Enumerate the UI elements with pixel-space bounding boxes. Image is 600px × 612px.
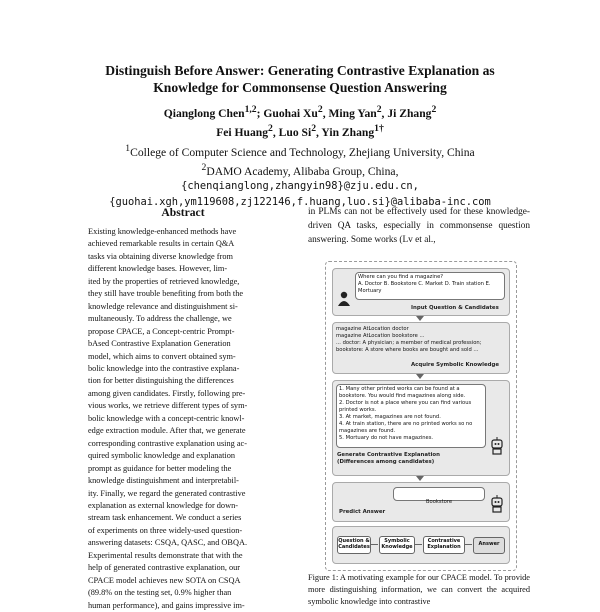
pipeline-arrow (370, 544, 378, 545)
flow-arrow (416, 374, 424, 379)
explanation-item: 2. Doctor is not a place where you can find various printed works. (339, 400, 472, 413)
author-name: Ji Zhang (387, 106, 432, 120)
author-sup: 2 (311, 123, 317, 135)
explanation-item: 3. At market, magazines are not found. (339, 414, 441, 420)
input-question-label: Input Question & Candidates (411, 305, 499, 311)
author-name: Ming Yan (328, 106, 377, 120)
figure-caption: Figure 1: A motivating example for our CPACE model. To provide more distinguishing information, we can convert the acquired symbolic knowledge into contrastive (308, 573, 530, 606)
author-sup: 2 (268, 123, 273, 135)
pipeline-step: Contrastive Explanation (423, 536, 465, 554)
abstract-text: Existing knowledge-enhanced methods have achieved remarkable results in certain Q&A tasks via obtaining diverse knowledge from different knowledge bases. However, lim- ited by the properties of retrieved knowledge, they still have trouble benefiting from both the knowledge relevance and distinguishment si- multaneously. To address the challenge, we propose CPACE, a Concept-centric Prompt- bAsed Contrastive Explanation Generation model, which aims to convert obtained sym- bolic knowledge into the contrastive explana- tion for better distinguishing the differences among given candidates. Firstly, following pre- vious works, we retrieve different types of sym- bolic knowledge with a concept-centric knowl- edge extraction module. After that, we generate corresponding contrastive explanation using ac- quired symbolic knowledge and explanation prompt as guidance for better modeling the knowledge distinguishment and interpretabil- ity. Finally, we regard the generated contrastive explanation as external knowledge for down- stream task enhancement. We conduct a series of experiments on three widely-used question- answering datasets: CSQA, QASC, and OBQA. Experimental results demonstrate that with the help of generated contrastive explanation, our CPACE model achieves new SOTA on CSQA (89.8% on the testing set, 0.9% higher than human performance), and gains impressive im- (88, 227, 248, 610)
question-bubble (355, 272, 505, 300)
explanation-item: 1. Many other printed works can be found at a bookstore. You would find magazines along side. (339, 386, 466, 399)
author-block (0, 102, 600, 210)
predict-answer-label: Predict Answer (339, 509, 386, 515)
contrastive-explanation-label: Generate Contrastive Explanation (Differences among candidates) (337, 452, 440, 465)
symbolic-knowledge-label: Acquire Symbolic Knowledge (411, 362, 500, 368)
answer-bubble (393, 487, 485, 505)
robot-icon (489, 495, 505, 513)
affiliation-sup: 1 (125, 142, 131, 154)
paper-title (0, 62, 600, 96)
knowledge-line: magazine AtLocation bookstore ... (336, 333, 425, 339)
options-text: A. Doctor B. Bookstore C. Market D. Train station E. Mortuary (358, 281, 491, 294)
author-name: Yin Zhang (321, 126, 375, 140)
input-question-panel (332, 268, 510, 316)
explanation-bubble (336, 384, 486, 448)
symbolic-knowledge-panel (332, 322, 510, 374)
author-sup: 2 (376, 104, 382, 115)
figure-1 (325, 261, 517, 571)
flow-arrow (416, 476, 424, 481)
author-sup: 2 (431, 104, 437, 115)
email-line-1[interactable]: {chenqianglong,zhangyin98}@zju.edu.cn, (181, 180, 419, 193)
pipeline-step: Question & Candidates (337, 536, 371, 554)
affiliation-sup: 2 (201, 162, 207, 174)
affiliation-1 (0, 141, 600, 160)
pipeline-step: Answer (473, 537, 505, 554)
answer-text: Bookstore (425, 499, 453, 505)
affiliation-text: DAMO Academy, Alibaba Group, China, (206, 164, 399, 178)
pipeline-arrow (464, 544, 472, 545)
pipeline-arrow (414, 544, 422, 545)
email-line-2[interactable]: {guohai.xgh,ym119608,zj122146,f.huang,luo.si}@alibaba-inc.com (109, 195, 491, 208)
pipeline-step: Symbolic Knowledge (379, 536, 415, 554)
predict-answer-panel (332, 482, 510, 522)
authors-line-2: Fei Huang$^2$, Luo Si$^2$, Yin Zhang$^{1\dagger}$ (216, 123, 384, 140)
contrastive-explanation-panel (332, 380, 510, 476)
author-sup: 1,2 (244, 104, 257, 115)
flow-arrow (416, 316, 424, 321)
author-name: Guohai Xu (263, 106, 318, 120)
author-sup: 2 (317, 104, 323, 115)
title-line-2: Knowledge for Commonsense Question Answering (153, 80, 447, 95)
question-text: Where can you find a magazine? (358, 274, 444, 280)
title-line-1: Distinguish Before Answer: Generating Contrastive Explanation as (105, 63, 495, 78)
robot-icon (489, 437, 505, 455)
knowledge-line: ... doctor: A physician; a member of medical profession; (336, 340, 482, 346)
abstract-heading: Abstract (161, 206, 205, 219)
authors-line-1: Qianglong Chen$^{1,2}$; Guohai Xu$^2$, Ming Yan$^2$, Ji Zhang$^2$ (163, 104, 437, 120)
person-icon (337, 291, 351, 307)
knowledge-line: magazine AtLocation doctor (336, 326, 409, 332)
body-text-right: in PLMs can not be effectively used for these knowledge-driven QA tasks, especially in commonsense question answering. Some works (Lv et al., (308, 207, 530, 245)
knowledge-line: bookstore: A store where books are bought and sold ... (336, 347, 479, 353)
author-name: Fei Huang (216, 126, 269, 140)
author-sup: 1† (374, 123, 384, 135)
author-name: Qianglong Chen (163, 106, 245, 120)
author-name: Luo Si (278, 126, 312, 140)
explanation-item: 5. Mortuary do not have magazines. (339, 435, 434, 441)
affiliation-2 (0, 160, 600, 179)
explanation-item: 4. At train station, there are no printed works so no magazines are found. (339, 421, 473, 434)
pipeline-panel (332, 526, 510, 564)
affiliation-text: College of Computer Science and Technology, Zhejiang University, China (130, 145, 475, 159)
